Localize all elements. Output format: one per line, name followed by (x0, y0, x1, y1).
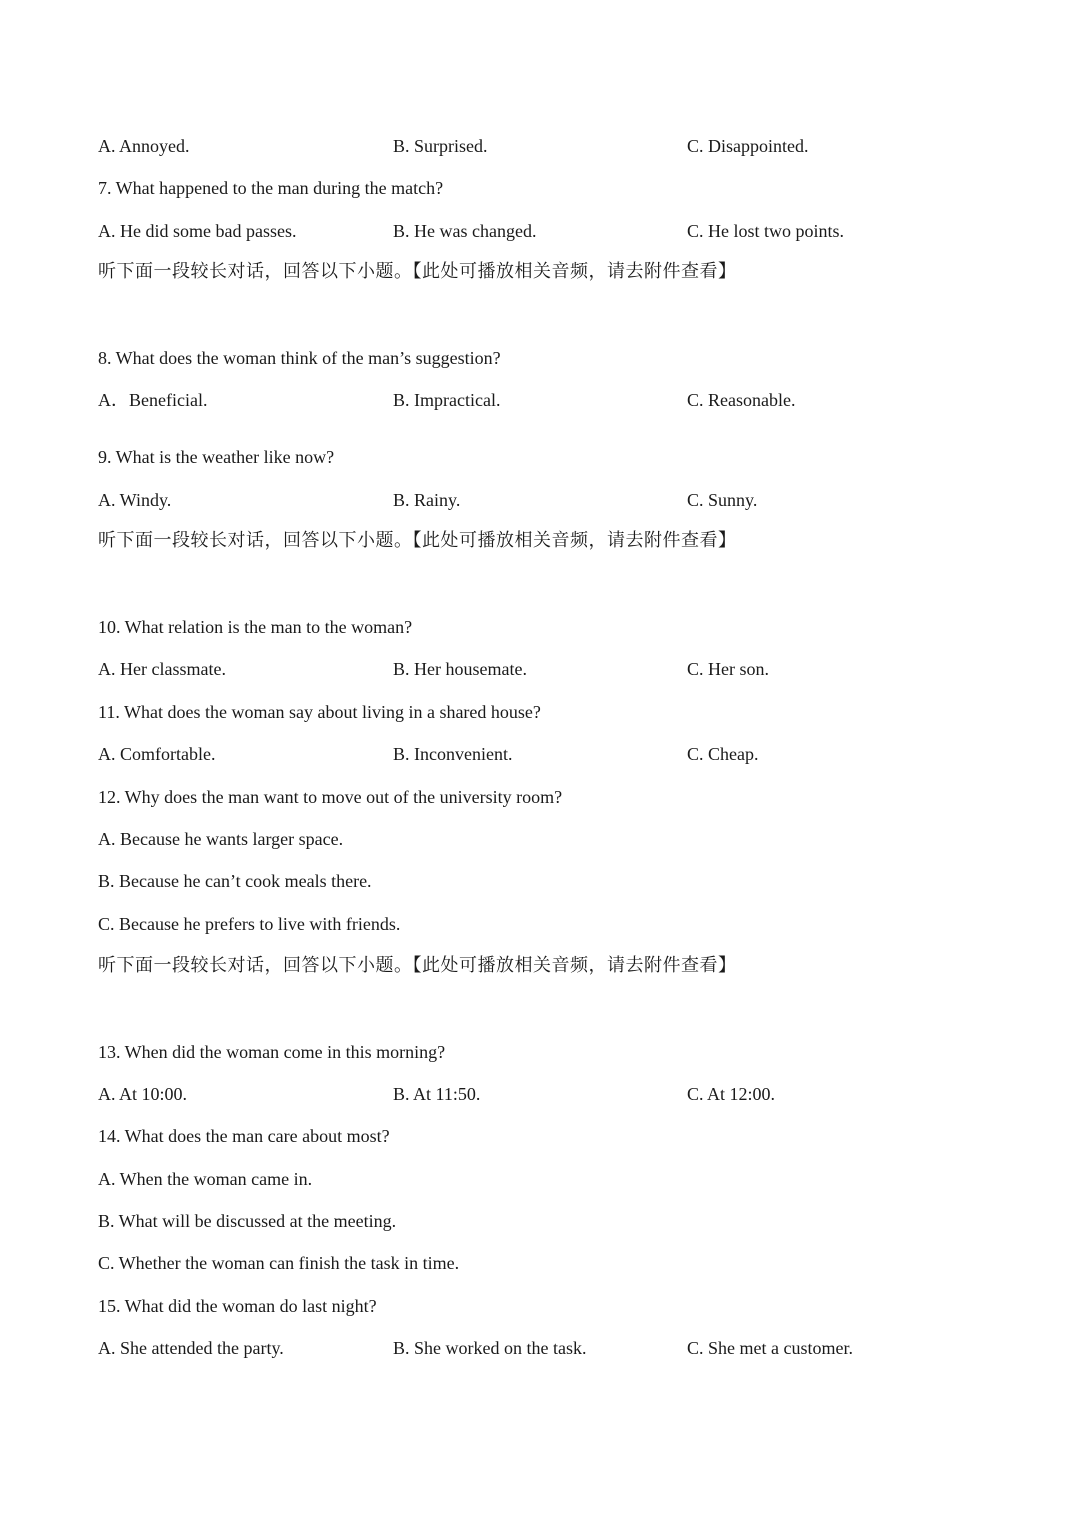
q6-option-a: A. Annoyed. (98, 136, 190, 156)
q7-option-b: B. He was changed. (393, 221, 537, 241)
q11-option-b: B. Inconvenient. (393, 744, 513, 764)
q13-option-a: A. At 10:00. (98, 1084, 188, 1104)
q12-option-b: B. Because he can’t cook meals there. (98, 871, 372, 891)
q8-option-a: A．Beneficial. (98, 390, 208, 410)
q7-option-c: C. He lost two points. (687, 221, 845, 241)
q9-question: 9. What is the weather like now? (98, 447, 335, 467)
q8-question: 8. What does the woman think of the man’s suggestion? (98, 348, 501, 368)
q10-question: 10. What relation is the man to the woman? (98, 617, 413, 637)
q15-option-b: B. She worked on the task. (393, 1338, 587, 1358)
q12-question: 12. Why does the man want to move out of the university room? (98, 787, 563, 807)
q9-options (98, 489, 998, 511)
q8-options (98, 389, 998, 411)
q10-option-a: A. Her classmate. (98, 659, 226, 679)
q15-option-a: A. She attended the party. (98, 1338, 284, 1358)
q7-option-a: A. He did some bad passes. (98, 221, 297, 241)
q11-option-a: A. Comfortable. (98, 744, 216, 764)
q14-option-b: B. What will be discussed at the meeting. (98, 1211, 397, 1231)
q8-option-b: B. Impractical. (393, 390, 501, 410)
q14-option-c: C. Whether the woman can finish the task in time. (98, 1253, 460, 1273)
listening-instruction-1: 听下面一段较长对话，回答以下小题。【此处可播放相关音频，请去附件查看】 (98, 261, 737, 282)
q13-question: 13. When did the woman come in this morning? (98, 1042, 446, 1062)
q9-option-b: B. Rainy. (393, 490, 461, 510)
q9-option-c: C. Sunny. (687, 490, 758, 510)
q14-question: 14. What does the man care about most? (98, 1126, 390, 1146)
q15-option-c: C. She met a customer. (687, 1338, 853, 1358)
listening-instruction-3: 听下面一段较长对话，回答以下小题。【此处可播放相关音频，请去附件查看】 (98, 955, 737, 976)
q7-options (98, 220, 998, 242)
q10-options (98, 658, 998, 680)
q11-option-c: C. Cheap. (687, 744, 759, 764)
q10-option-c: C. Her son. (687, 659, 769, 679)
q7-question: 7. What happened to the man during the match? (98, 178, 444, 198)
q15-question: 15. What did the woman do last night? (98, 1296, 377, 1316)
q11-question: 11. What does the woman say about living in a shared house? (98, 702, 541, 722)
q14-option-a: A. When the woman came in. (98, 1169, 313, 1189)
q9-option-a: A. Windy. (98, 490, 172, 510)
q13-option-c: C. At 12:00. (687, 1084, 776, 1104)
listening-instruction-2: 听下面一段较长对话，回答以下小题。【此处可播放相关音频，请去附件查看】 (98, 530, 737, 551)
q15-options (98, 1337, 998, 1359)
q12-option-a: A. Because he wants larger space. (98, 829, 344, 849)
q11-options (98, 743, 998, 765)
q13-option-b: B. At 11:50. (393, 1084, 481, 1104)
q6-option-b: B. Surprised. (393, 136, 488, 156)
q12-option-c: C. Because he prefers to live with friends. (98, 914, 401, 934)
q10-option-b: B. Her housemate. (393, 659, 527, 679)
q6-options (98, 135, 998, 157)
q13-options (98, 1083, 998, 1105)
q6-option-c: C. Disappointed. (687, 136, 809, 156)
q8-option-c: C. Reasonable. (687, 390, 796, 410)
